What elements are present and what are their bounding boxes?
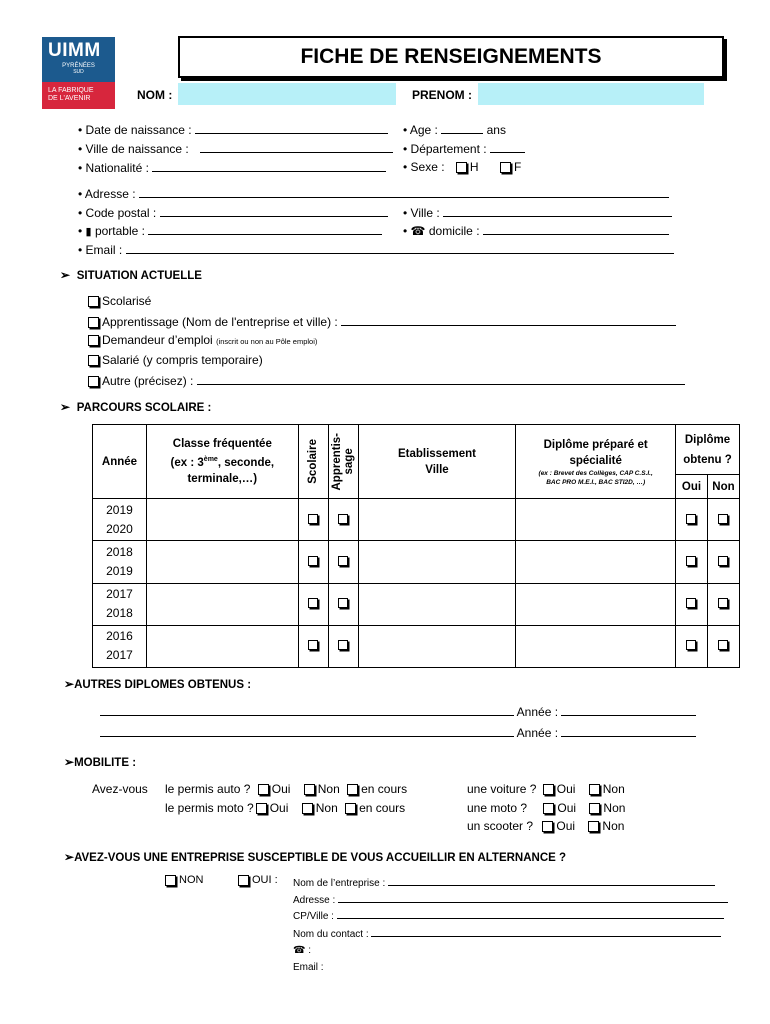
col-diplome-line2: spécialité bbox=[569, 454, 622, 467]
col-apprentis-2: sage bbox=[343, 448, 356, 475]
schooled-label: Scolarisé bbox=[102, 294, 152, 308]
col-class-2sup: ème bbox=[203, 456, 218, 464]
moto-label: une moto ? bbox=[467, 801, 528, 815]
apprenticeship-label: Apprentissage (Nom de l'entreprise et ville) : bbox=[102, 315, 338, 329]
permis-moto-encours-checkbox[interactable] bbox=[345, 803, 356, 814]
autres-year-label: Année : bbox=[516, 726, 559, 740]
scooter-row bbox=[467, 819, 624, 833]
col-oui-header: Oui bbox=[676, 475, 708, 499]
city-field[interactable] bbox=[443, 205, 672, 217]
birth-date-label: Date de naissance : bbox=[85, 123, 192, 137]
arrow-icon: ➢ bbox=[64, 755, 75, 769]
row-year-1: 2017 bbox=[106, 587, 133, 602]
prenom-field[interactable] bbox=[478, 83, 704, 105]
home-phone-field[interactable] bbox=[483, 223, 669, 235]
row-scolaire-cell bbox=[298, 625, 328, 667]
col-obtenu-header bbox=[676, 425, 740, 475]
obtenu-oui-checkbox[interactable] bbox=[686, 598, 696, 608]
obtenu-non-checkbox[interactable] bbox=[718, 514, 728, 524]
col-class-line3: terminale,…) bbox=[187, 473, 258, 486]
row-year bbox=[93, 625, 147, 667]
nom-field[interactable] bbox=[178, 83, 396, 105]
row-diplome-cell[interactable] bbox=[516, 625, 676, 667]
non-label: Non bbox=[602, 819, 625, 833]
row-etab-cell[interactable] bbox=[358, 583, 516, 625]
voiture-oui-checkbox[interactable] bbox=[543, 784, 554, 795]
entreprise-adresse-label: Adresse : bbox=[293, 895, 336, 906]
non-label: Non bbox=[317, 782, 340, 796]
row-oui-cell bbox=[676, 625, 708, 667]
situation-apprenticeship bbox=[88, 314, 676, 329]
col-diplome-header bbox=[516, 425, 676, 499]
employee-checkbox[interactable] bbox=[88, 355, 99, 366]
age-label: Age : bbox=[409, 123, 438, 137]
oui-label: Oui bbox=[269, 801, 289, 815]
logo-brand: UIMM bbox=[48, 40, 101, 61]
phone-icon: ☎ bbox=[293, 945, 306, 956]
sex-row: • Sexe : H F bbox=[403, 160, 522, 174]
moto-oui-checkbox[interactable] bbox=[543, 803, 554, 814]
row-oui-cell bbox=[676, 583, 708, 625]
logo-line1: PYRÉNÉES bbox=[62, 63, 95, 69]
oui-label: Oui bbox=[556, 782, 576, 796]
age-row: • Age : ans bbox=[403, 123, 506, 137]
col-class-2b: , seconde, bbox=[217, 457, 275, 470]
row-apprentis-cell bbox=[328, 499, 358, 541]
entreprise-cp-label: CP/Ville : bbox=[293, 911, 334, 922]
parcours-heading bbox=[60, 400, 211, 414]
col-etab-line2: Ville bbox=[425, 463, 449, 476]
table-row bbox=[93, 541, 740, 583]
row-year-1: 2016 bbox=[106, 629, 133, 644]
mobilite-heading bbox=[64, 755, 136, 769]
logo-tagline-2: DE L'AVENIR bbox=[48, 95, 91, 102]
col-class-2a: (ex : 3 bbox=[170, 457, 204, 470]
logo-tagline bbox=[42, 82, 115, 109]
prenom-label: PRENOM : bbox=[412, 88, 472, 102]
table-row bbox=[93, 583, 740, 625]
permis-moto-oui-checkbox[interactable] bbox=[256, 803, 267, 814]
row-non-cell bbox=[707, 541, 739, 583]
employee-label: Salarié (y compris temporaire) bbox=[102, 353, 263, 367]
parcours-heading-text: PARCOURS SCOLAIRE : bbox=[76, 402, 212, 414]
non-label: Non bbox=[603, 801, 626, 815]
col-scolaire-text: Scolaire bbox=[307, 439, 320, 485]
permis-auto-non-checkbox[interactable] bbox=[304, 784, 315, 795]
scooter-non-checkbox[interactable] bbox=[588, 821, 599, 832]
row-scolaire-cell bbox=[298, 499, 328, 541]
birth-date-row: • Date de naissance : bbox=[78, 122, 388, 137]
logo-uimm bbox=[42, 37, 115, 82]
obtenu-non-checkbox[interactable] bbox=[718, 598, 728, 608]
entreprise-non-label: NON bbox=[179, 874, 204, 886]
situation-jobseeker bbox=[88, 333, 317, 347]
scooter-label: un scooter ? bbox=[467, 819, 534, 833]
entreprise-oui-label: OUI : bbox=[252, 874, 278, 886]
row-non-cell bbox=[707, 499, 739, 541]
department-row: • Département : bbox=[403, 141, 525, 156]
postal-code-label: Code postal : bbox=[85, 206, 157, 220]
birth-city-field[interactable] bbox=[200, 141, 393, 153]
scooter-oui-checkbox[interactable] bbox=[542, 821, 553, 832]
voiture-label: une voiture ? bbox=[467, 782, 537, 796]
jobseeker-checkbox[interactable] bbox=[88, 335, 99, 346]
entreprise-phone-row bbox=[293, 945, 311, 956]
department-field[interactable] bbox=[490, 141, 525, 153]
permis-moto-row bbox=[165, 801, 405, 815]
permis-auto-label: le permis auto ? bbox=[165, 782, 251, 796]
nationality-row: • Nationalité : bbox=[78, 160, 386, 175]
entreprise-contact-row bbox=[293, 927, 721, 940]
postal-code-row: • Code postal : bbox=[78, 205, 388, 220]
scolaire-checkbox[interactable] bbox=[308, 598, 318, 608]
mobile-label: portable : bbox=[94, 224, 145, 238]
mobile-row: • ▮ portable : bbox=[78, 223, 382, 238]
apprenticeship-field[interactable] bbox=[341, 314, 676, 326]
scolaire-checkbox[interactable] bbox=[308, 514, 318, 524]
entreprise-nom-label: Nom de l’entreprise : bbox=[293, 878, 386, 889]
sex-h-checkbox[interactable] bbox=[456, 162, 467, 173]
col-obtenu-line1: Diplôme bbox=[684, 433, 731, 446]
scolaire-checkbox[interactable] bbox=[308, 556, 318, 566]
col-diplome-note1: (ex : Brevet des Collèges, CAP C.S.I., bbox=[538, 469, 653, 477]
obtenu-non-checkbox[interactable] bbox=[718, 640, 728, 650]
row-non-cell bbox=[707, 583, 739, 625]
row-year-1: 2018 bbox=[106, 545, 133, 560]
autres-heading bbox=[64, 677, 251, 691]
apprenticeship-checkbox[interactable] bbox=[88, 317, 99, 328]
row-class-cell[interactable] bbox=[146, 583, 298, 625]
scolaire-checkbox[interactable] bbox=[308, 640, 318, 650]
row-apprentis-cell bbox=[328, 583, 358, 625]
entreprise-nom-row bbox=[293, 876, 715, 889]
page-title: FICHE DE RENSEIGNEMENTS bbox=[178, 36, 724, 78]
autres-diplome-field[interactable] bbox=[100, 725, 514, 737]
entreprise-adresse-row bbox=[293, 893, 728, 906]
permis-moto-non-checkbox[interactable] bbox=[302, 803, 313, 814]
home-phone-label: domicile : bbox=[428, 224, 480, 238]
row-year-1: 2019 bbox=[106, 502, 133, 517]
situation-schooled bbox=[88, 294, 151, 308]
other-label: Autre (précisez) : bbox=[102, 374, 194, 388]
moto-row bbox=[467, 801, 625, 815]
col-diplome-note2: BAC PRO M.E.I., BAC STI2D, …) bbox=[546, 478, 646, 486]
phone-icon: ☎ bbox=[410, 224, 426, 238]
col-apprentis-text bbox=[331, 433, 355, 491]
autres-line-1 bbox=[100, 704, 696, 719]
row-oui-cell bbox=[676, 541, 708, 583]
row-class-cell[interactable] bbox=[146, 625, 298, 667]
situation-employee bbox=[88, 353, 263, 367]
logo-line2: SUD bbox=[73, 69, 84, 75]
avez-vous-label: Avez-vous bbox=[92, 782, 148, 796]
row-year bbox=[93, 499, 147, 541]
mobile-field[interactable] bbox=[148, 223, 382, 235]
row-year-2: 2019 bbox=[106, 564, 133, 579]
row-diplome-cell[interactable] bbox=[516, 541, 676, 583]
entreprise-oui bbox=[238, 874, 278, 886]
voiture-row bbox=[467, 782, 625, 796]
obtenu-oui-checkbox[interactable] bbox=[686, 514, 696, 524]
entreprise-cp-row bbox=[293, 909, 724, 922]
permis-auto-row bbox=[165, 782, 407, 796]
col-non-header: Non bbox=[707, 475, 739, 499]
arrow-icon: ➢ bbox=[64, 677, 75, 691]
autres-year-label: Année : bbox=[516, 705, 559, 719]
row-etab-cell[interactable] bbox=[358, 625, 516, 667]
autres-diplome-field[interactable] bbox=[100, 704, 514, 716]
situation-heading bbox=[60, 268, 202, 282]
schooled-checkbox[interactable] bbox=[88, 296, 99, 307]
entreprise-contact-field[interactable] bbox=[371, 927, 721, 937]
entreprise-adresse-field[interactable] bbox=[338, 893, 728, 903]
email-label: Email : bbox=[85, 243, 123, 257]
other-field[interactable] bbox=[197, 373, 685, 385]
address-field[interactable] bbox=[139, 186, 669, 198]
jobseeker-note: (inscrit ou non au Pôle emploi) bbox=[216, 337, 318, 346]
logo-tagline-1: LA FABRIQUE bbox=[48, 87, 94, 94]
entreprise-non bbox=[165, 874, 203, 886]
oui-label: Oui bbox=[557, 801, 577, 815]
col-etab-line1: Etablissement bbox=[397, 447, 476, 460]
obtenu-non-checkbox[interactable] bbox=[718, 556, 728, 566]
situation-heading-text: SITUATION ACTUELLE bbox=[76, 270, 202, 282]
obtenu-oui-checkbox[interactable] bbox=[686, 640, 696, 650]
entreprise-heading-text: AVEZ-VOUS UNE ENTREPRISE SUSCEPTIBLE DE VOUS ACCUEILLIR EN ALTERNANCE ? bbox=[74, 852, 567, 864]
birth-date-field[interactable] bbox=[195, 122, 388, 134]
row-oui-cell bbox=[676, 499, 708, 541]
birth-city-row: • Ville de naissance : bbox=[78, 141, 393, 156]
col-class-line2 bbox=[147, 452, 298, 471]
postal-code-field[interactable] bbox=[160, 205, 388, 217]
autres-year-field[interactable] bbox=[561, 725, 696, 737]
row-apprentis-cell bbox=[328, 625, 358, 667]
nom-label: NOM : bbox=[137, 88, 173, 102]
entreprise-cp-field[interactable] bbox=[337, 909, 724, 919]
email-row: • Email : bbox=[78, 242, 674, 257]
oui-label: Oui bbox=[271, 782, 291, 796]
row-etab-cell[interactable] bbox=[358, 541, 516, 583]
entreprise-email-label: Email : bbox=[293, 962, 324, 973]
apprentissage-checkbox[interactable] bbox=[338, 598, 348, 608]
col-class-line1: Classe fréquentée bbox=[172, 438, 272, 451]
row-non-cell bbox=[707, 625, 739, 667]
col-apprentis-1: Apprentis- bbox=[331, 432, 344, 491]
email-field[interactable] bbox=[126, 242, 674, 254]
table-row bbox=[93, 499, 740, 541]
arrow-icon: ➢ bbox=[60, 268, 71, 282]
apprentissage-checkbox[interactable] bbox=[338, 514, 348, 524]
age-unit: ans bbox=[486, 123, 506, 137]
row-year bbox=[93, 583, 147, 625]
row-year-2: 2017 bbox=[106, 648, 133, 663]
autres-heading-text: AUTRES DIPLOMES OBTENUS : bbox=[74, 679, 252, 691]
entreprise-phone-label: : bbox=[308, 945, 312, 956]
row-diplome-cell[interactable] bbox=[516, 583, 676, 625]
row-scolaire-cell bbox=[298, 583, 328, 625]
sex-h-label: H bbox=[469, 160, 479, 174]
row-year-2: 2018 bbox=[106, 606, 133, 621]
address-label: Adresse : bbox=[84, 187, 136, 201]
parcours-table bbox=[92, 424, 740, 668]
non-label: Non bbox=[602, 782, 625, 796]
row-apprentis-cell bbox=[328, 541, 358, 583]
row-class-cell[interactable] bbox=[146, 499, 298, 541]
voiture-non-checkbox[interactable] bbox=[589, 784, 600, 795]
age-field[interactable] bbox=[441, 122, 483, 134]
entreprise-heading bbox=[64, 850, 566, 864]
nationality-field[interactable] bbox=[152, 160, 386, 172]
table-row bbox=[93, 625, 740, 667]
en-cours-label: en cours bbox=[359, 801, 406, 815]
autres-line-2 bbox=[100, 725, 696, 740]
row-etab-cell[interactable] bbox=[358, 499, 516, 541]
arrow-icon: ➢ bbox=[60, 400, 71, 414]
col-obtenu-line2: obtenu ? bbox=[683, 453, 732, 466]
nationality-label: Nationalité : bbox=[85, 161, 149, 175]
mobile-icon: ▮ bbox=[85, 226, 92, 238]
birth-city-label: Ville de naissance : bbox=[85, 142, 189, 156]
row-class-cell[interactable] bbox=[146, 541, 298, 583]
other-checkbox[interactable] bbox=[88, 376, 99, 387]
entreprise-oui-checkbox[interactable] bbox=[238, 875, 249, 886]
col-scolaire-header bbox=[298, 425, 328, 499]
row-diplome-cell[interactable] bbox=[516, 499, 676, 541]
permis-moto-label: le permis moto ? bbox=[165, 801, 254, 815]
entreprise-nom-field[interactable] bbox=[388, 876, 715, 886]
department-label: Département : bbox=[410, 142, 487, 156]
obtenu-oui-checkbox[interactable] bbox=[686, 556, 696, 566]
city-row: • Ville : bbox=[403, 205, 672, 220]
sex-f-label: F bbox=[513, 160, 522, 174]
situation-other bbox=[88, 373, 685, 388]
sex-label: Sexe : bbox=[410, 160, 445, 174]
row-year-2: 2020 bbox=[106, 521, 133, 536]
sex-f-checkbox[interactable] bbox=[500, 162, 511, 173]
address-row: • Adresse : bbox=[78, 186, 669, 201]
row-scolaire-cell bbox=[298, 541, 328, 583]
entreprise-contact-label: Nom du contact : bbox=[293, 929, 369, 940]
permis-auto-encours-checkbox[interactable] bbox=[347, 784, 358, 795]
entreprise-email-row bbox=[293, 962, 324, 973]
oui-label: Oui bbox=[556, 819, 576, 833]
apprentissage-checkbox[interactable] bbox=[338, 640, 348, 650]
home-phone-row: • ☎ domicile : bbox=[403, 223, 669, 238]
col-class-header bbox=[146, 425, 298, 499]
col-year-header: Année bbox=[93, 425, 147, 499]
row-year bbox=[93, 541, 147, 583]
autres-year-field[interactable] bbox=[561, 704, 696, 716]
non-label: Non bbox=[315, 801, 338, 815]
col-diplome-line1: Diplôme préparé et bbox=[543, 438, 648, 451]
mobilite-heading-text: MOBILITE : bbox=[74, 757, 137, 769]
jobseeker-label: Demandeur d’emploi bbox=[102, 333, 213, 347]
apprentissage-checkbox[interactable] bbox=[338, 556, 348, 566]
col-apprentis-header bbox=[328, 425, 358, 499]
permis-auto-oui-checkbox[interactable] bbox=[258, 784, 269, 795]
entreprise-non-checkbox[interactable] bbox=[165, 875, 176, 886]
city-label: Ville : bbox=[410, 206, 440, 220]
moto-non-checkbox[interactable] bbox=[589, 803, 600, 814]
col-etab-header bbox=[358, 425, 516, 499]
arrow-icon: ➢ bbox=[64, 850, 75, 864]
en-cours-label: en cours bbox=[361, 782, 408, 796]
